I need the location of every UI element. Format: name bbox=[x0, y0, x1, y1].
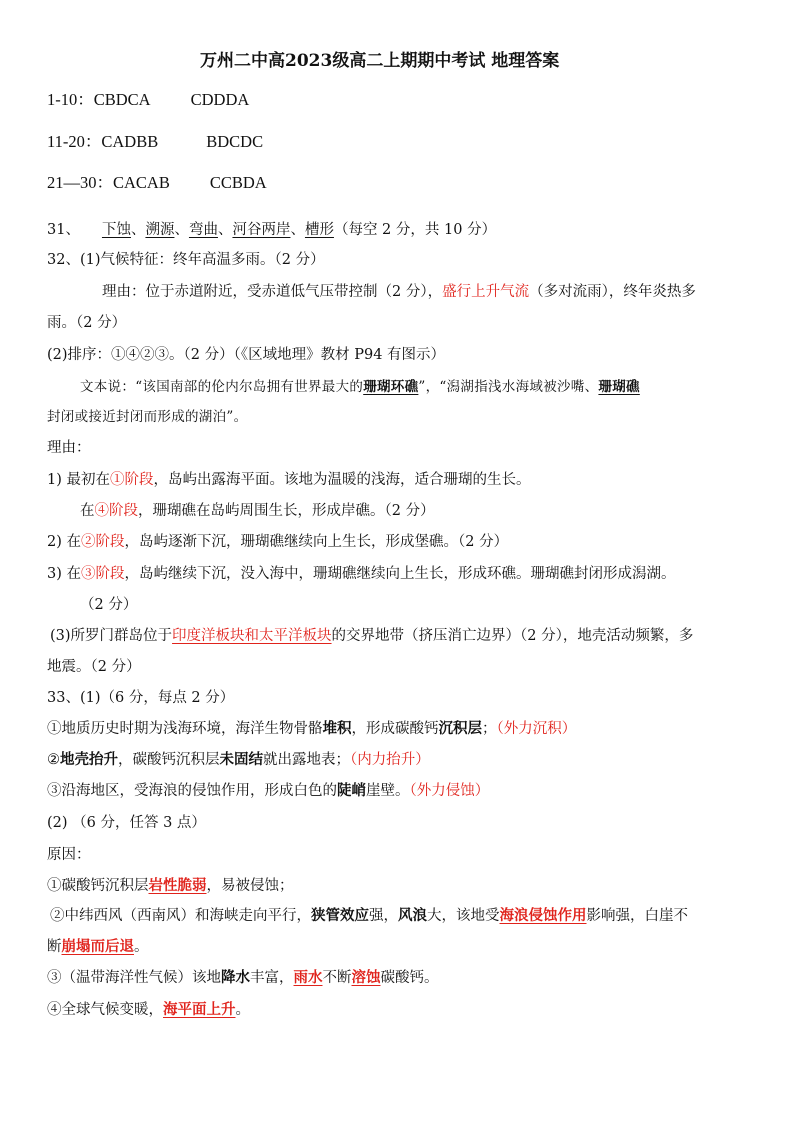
text: 影响强，白崖不 bbox=[586, 908, 688, 924]
keyword: 珊瑚礁 bbox=[598, 379, 640, 395]
answer-range: 1-10： bbox=[47, 90, 94, 109]
text: 理由：位于赤道附近，受赤道低气压带控制（2 分）， bbox=[102, 284, 443, 300]
text: 碳酸钙。 bbox=[380, 970, 439, 986]
reason-label: 理由： bbox=[47, 440, 91, 456]
answer-group-a: CACAB bbox=[113, 173, 170, 192]
answer-row-2 bbox=[47, 132, 263, 152]
text: ④全球气候变暖， bbox=[47, 1002, 163, 1018]
text: ”，“潟湖指浅水海域被沙嘴、 bbox=[418, 379, 599, 395]
keyword: 陡峭 bbox=[337, 782, 366, 799]
q33-point-2 bbox=[47, 750, 430, 770]
step-2 bbox=[47, 532, 508, 552]
step-1b bbox=[80, 501, 435, 521]
text: ，珊瑚礁在岛屿周围生长，形成岸礁。（2 分） bbox=[138, 503, 435, 519]
q32-part1-reason bbox=[102, 282, 696, 302]
process-label: （内力抬升） bbox=[350, 752, 430, 768]
answer-group-a: CADBB bbox=[101, 132, 159, 151]
text: ，易被侵蚀； bbox=[206, 878, 294, 894]
cause-label: 原因： bbox=[47, 847, 91, 863]
keyword: 狭管效应 bbox=[311, 907, 369, 924]
text: ③沿海地区，受海浪的侵蚀作用，形成白色的 bbox=[47, 783, 337, 799]
answer-row-1 bbox=[47, 90, 249, 110]
text: 。 bbox=[235, 1002, 250, 1018]
step-3-score: （2 分） bbox=[80, 597, 138, 613]
keyword: 未固结 bbox=[219, 751, 263, 768]
cause-2 bbox=[50, 906, 688, 926]
text: 文本说：“该国南部的伦内尔岛拥有世界最大的 bbox=[80, 379, 364, 395]
text: 大，该地受 bbox=[427, 908, 500, 924]
q32-part1: 32、(1)气候特征：终年高温多雨。（2 分） bbox=[47, 252, 325, 268]
page-title: 万州二中高2023级高二上期期中考试 地理答案 bbox=[200, 51, 560, 71]
q31-line bbox=[47, 220, 496, 240]
highlight-text: 海平面上升 bbox=[163, 1001, 236, 1018]
keyword: 地壳抬升 bbox=[60, 751, 118, 768]
q32-part3 bbox=[50, 626, 693, 646]
answer-group-b: BDCDC bbox=[206, 132, 264, 151]
text: ②中纬西风（西南风）和海峡走向平行， bbox=[50, 908, 311, 924]
highlight-text: 雨水 bbox=[293, 969, 323, 986]
text: ，形成碳酸钙 bbox=[351, 721, 439, 737]
text: 崖壁。 bbox=[366, 783, 410, 799]
q32-textbook-quote-cont: 封闭或接近封闭而形成的湖泊”。 bbox=[47, 409, 248, 425]
text: (3)所罗门群岛位于 bbox=[50, 628, 173, 644]
separator: 、 bbox=[217, 222, 233, 238]
text: ，岛屿出露海平面。该地为温暖的浅海，适合珊瑚的生长。 bbox=[153, 472, 531, 488]
q31-term-3: 弯曲 bbox=[188, 222, 218, 238]
text: ①地质历史时期为浅海环境，海洋生物骨骼 bbox=[47, 721, 323, 737]
highlight-text: 崩塌而后退 bbox=[61, 938, 134, 955]
text: ； bbox=[482, 721, 497, 737]
text: ② bbox=[47, 752, 60, 768]
cause-4 bbox=[47, 1000, 250, 1020]
separator: 、 bbox=[174, 222, 189, 238]
stage-label: ②阶段 bbox=[81, 534, 125, 550]
q31-term-2: 溯源 bbox=[145, 222, 175, 238]
keyword: 堆积 bbox=[322, 720, 352, 737]
text: 的交界地带（挤压消亡边界）（2 分），地壳活动频繁，多 bbox=[331, 628, 694, 644]
text: 不断 bbox=[322, 970, 352, 986]
q31-term-5: 槽形 bbox=[304, 222, 334, 238]
q33-part2-head: (2) （6 分，任答 3 点） bbox=[47, 815, 206, 831]
keyword: 珊瑚环礁 bbox=[363, 379, 419, 395]
q31-number: 31、 bbox=[47, 222, 80, 238]
cause-2-cont bbox=[47, 937, 149, 957]
cause-3 bbox=[47, 968, 439, 988]
text: 断 bbox=[47, 939, 62, 955]
keyword: 沉积层 bbox=[438, 720, 482, 737]
stage-label: ④阶段 bbox=[94, 503, 138, 519]
text: 强， bbox=[369, 908, 398, 924]
text: 3) 在 bbox=[47, 566, 81, 582]
text: 2) 在 bbox=[47, 534, 81, 550]
text: ①碳酸钙沉积层 bbox=[47, 878, 149, 894]
highlight-text: 盛行上升气流 bbox=[442, 284, 530, 300]
answer-group-b: CDDDA bbox=[190, 90, 250, 109]
highlight-text: 岩性脆弱 bbox=[148, 877, 207, 894]
q31-score-note: （每空 2 分，共 10 分） bbox=[333, 222, 497, 238]
highlight-text: 海浪侵蚀作用 bbox=[499, 907, 587, 924]
step-1 bbox=[47, 470, 531, 490]
answer-group-a: CBDCA bbox=[93, 90, 151, 109]
cause-1 bbox=[47, 876, 294, 896]
answer-range: 21—30： bbox=[47, 173, 113, 192]
text: 1) 最初在 bbox=[47, 472, 110, 488]
step-3 bbox=[47, 564, 676, 584]
q33-point-1 bbox=[47, 719, 576, 739]
text: （多对流雨），终年炎热多 bbox=[529, 284, 696, 300]
q31-term-4: 河谷两岸 bbox=[232, 222, 291, 238]
q33-point-3 bbox=[47, 781, 489, 801]
stage-label: ③阶段 bbox=[81, 566, 125, 582]
highlight-text: 印度洋板块和太平洋板块 bbox=[172, 628, 332, 644]
text: ，碳酸钙沉积层 bbox=[118, 752, 220, 768]
separator: 、 bbox=[290, 222, 305, 238]
highlight-text: 溶蚀 bbox=[351, 969, 381, 986]
q32-textbook-quote bbox=[80, 377, 640, 397]
keyword: 降水 bbox=[221, 969, 250, 986]
q33-part1-head: 33、(1)（6 分，每点 2 分） bbox=[47, 690, 235, 706]
text: 。 bbox=[134, 939, 149, 955]
separator: 、 bbox=[130, 222, 146, 238]
q32-part2: (2)排序：①④②③。（2 分）（《区域地理》教材 P94 有图示） bbox=[47, 347, 446, 363]
answer-row-3 bbox=[47, 173, 267, 193]
keyword: 风浪 bbox=[398, 907, 427, 924]
process-label: （外力侵蚀） bbox=[409, 783, 490, 799]
q31-term-1: 下蚀 bbox=[101, 222, 131, 238]
stage-label: ①阶段 bbox=[110, 472, 154, 488]
text: 丰富， bbox=[250, 970, 294, 986]
text: 就出露地表； bbox=[263, 752, 350, 768]
process-label: （外力沉积） bbox=[496, 721, 577, 737]
q32-part1-reason-cont: 雨。（2 分） bbox=[47, 315, 127, 331]
text: ，岛屿继续下沉，没入海中，珊瑚礁继续向上生长，形成环礁。珊瑚礁封闭形成潟湖。 bbox=[124, 566, 676, 582]
answer-group-b: CCBDA bbox=[209, 173, 267, 192]
answer-range: 11-20： bbox=[47, 132, 102, 151]
text: 在 bbox=[80, 503, 95, 519]
text: ，岛屿逐渐下沉，珊瑚礁继续向上生长，形成堡礁。（2 分） bbox=[124, 534, 509, 550]
q32-part3-cont: 地震。（2 分） bbox=[47, 659, 141, 675]
text: ③（温带海洋性气候）该地 bbox=[47, 970, 221, 986]
